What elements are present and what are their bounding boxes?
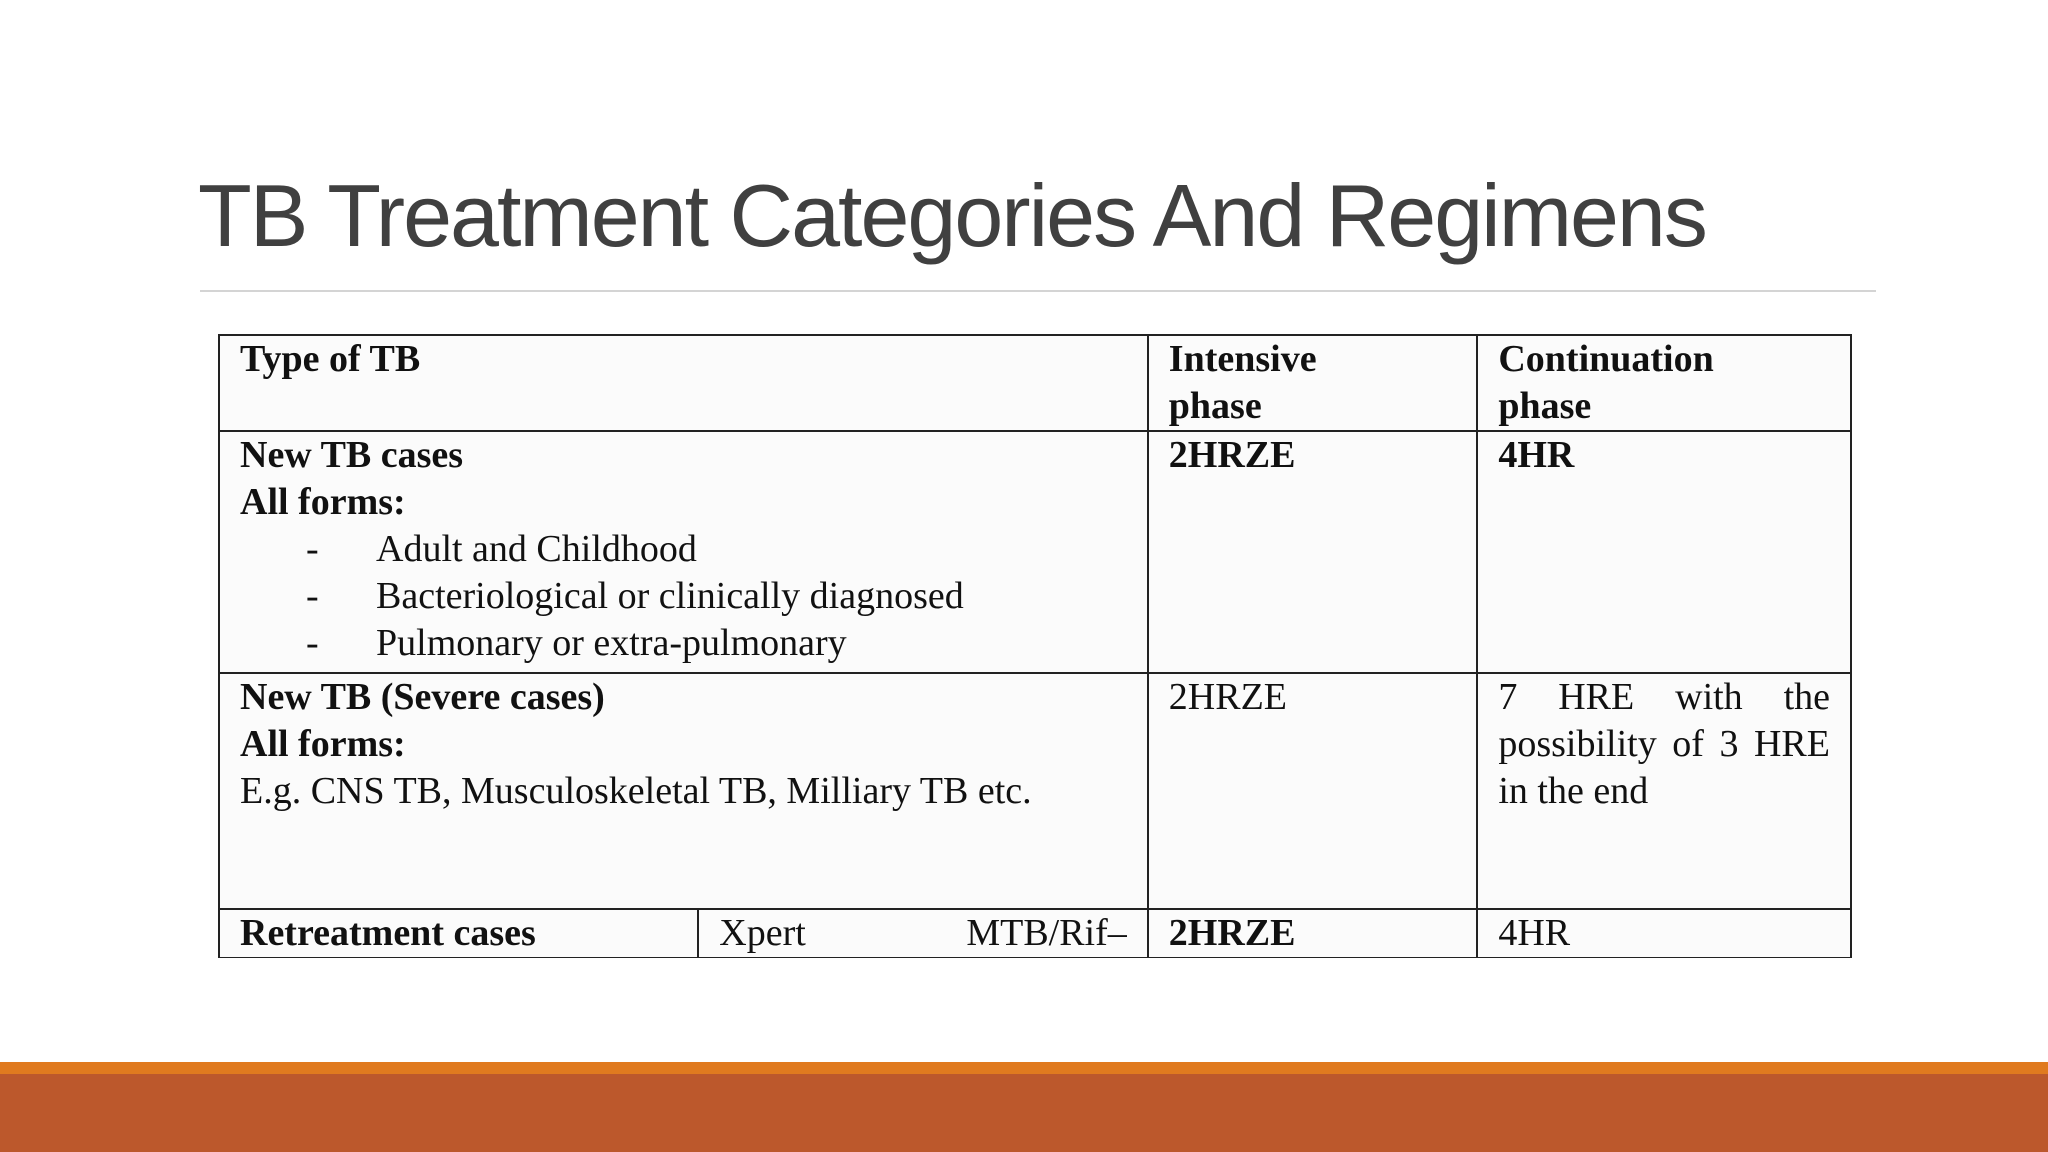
- continuation-cell: 7 HRE with the possibility of 3 HRE in the end: [1477, 673, 1851, 909]
- intensive-cell: 2HRZE: [1148, 909, 1478, 958]
- table-row: [219, 431, 1851, 673]
- header-continuation-phase: Continuation phase: [1477, 335, 1851, 431]
- continuation-cell: 4HR: [1477, 909, 1851, 958]
- type-cell-severe: [219, 673, 1148, 909]
- list-item: - Adult and Childhood: [306, 528, 697, 570]
- row-subtitle: All forms:: [240, 481, 406, 523]
- title-divider: [200, 290, 1876, 292]
- header-type-of-tb: Type of TB: [219, 335, 1148, 431]
- regimen-table-image: [218, 334, 1852, 958]
- footer-bar: [0, 1074, 2048, 1152]
- table-row: [219, 909, 1851, 958]
- list-item: - Bacteriological or clinically diagnosed: [306, 575, 964, 617]
- subtype-cell: Xpert MTB/Rif–: [698, 909, 1148, 958]
- table-row: [219, 673, 1851, 909]
- header-intensive-phase: Intensive phase: [1148, 335, 1478, 431]
- row-subtitle: All forms:: [240, 723, 406, 765]
- intensive-cell: 2HRZE: [1148, 431, 1478, 673]
- continuation-cell: 4HR: [1477, 431, 1851, 673]
- slide-title: TB Treatment Categories And Regimens: [198, 166, 1706, 265]
- intensive-cell: 2HRZE: [1148, 673, 1478, 909]
- footer-accent-stripe: [0, 1062, 2048, 1074]
- table-header-row: [219, 335, 1851, 431]
- list-item: - Pulmonary or extra-pulmonary: [306, 622, 847, 664]
- regimen-table: [218, 334, 1852, 958]
- row-title: New TB cases: [240, 434, 464, 476]
- type-cell-retreatment: Retreatment cases: [219, 909, 698, 958]
- bullet-list: [240, 526, 1127, 667]
- type-cell-new-tb: [219, 431, 1148, 673]
- row-detail: E.g. CNS TB, Musculoskeletal TB, Milliary TB etc.: [240, 770, 1032, 812]
- row-title: New TB (Severe cases): [240, 676, 605, 718]
